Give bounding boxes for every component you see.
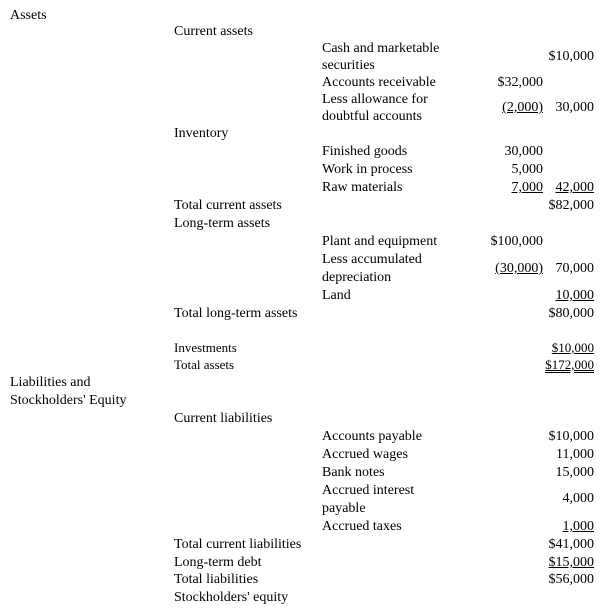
interest-label-1: Accrued interest xyxy=(322,483,415,498)
assets-heading: Assets xyxy=(10,8,47,23)
total-assets-label: Total assets xyxy=(174,357,235,372)
raw-label: Raw materials xyxy=(322,180,403,195)
ar-net: 30,000 xyxy=(555,100,594,115)
raw-amount: 7,000 xyxy=(511,180,543,195)
current-assets-label: Current assets xyxy=(174,24,253,39)
plant-net: 70,000 xyxy=(555,261,594,276)
liabilities-heading-1: Liabilities and xyxy=(10,375,91,390)
interest-label-2: payable xyxy=(322,501,366,516)
cash-total: $10,000 xyxy=(548,49,594,64)
depr-label-2: depreciation xyxy=(322,270,392,285)
ar-label: Accounts receivable xyxy=(322,75,436,90)
wages-label: Accrued wages xyxy=(322,447,408,462)
total-long-term-amount: $80,000 xyxy=(548,306,594,321)
taxes-amount: 1,000 xyxy=(562,519,594,534)
total-current-assets-label: Total current assets xyxy=(174,198,282,213)
depr-amount: (30,000) xyxy=(495,261,543,276)
total-long-term-label: Total long-term assets xyxy=(174,306,298,321)
interest-amount: 4,000 xyxy=(562,491,594,506)
allowance-amount: (2,000) xyxy=(502,100,543,115)
depr-label-1: Less accumulated xyxy=(322,252,422,267)
total-assets-amount: $172,000 xyxy=(545,357,594,372)
land-label: Land xyxy=(322,288,351,303)
ap-amount: $10,000 xyxy=(548,429,594,444)
allowance-label-2: doubtful accounts xyxy=(322,109,422,124)
taxes-label: Accrued taxes xyxy=(322,519,402,534)
long-term-assets-label: Long-term assets xyxy=(174,216,271,231)
investments-amount: $10,000 xyxy=(551,340,594,355)
total-liabilities-amount: $56,000 xyxy=(548,572,594,587)
notes-label: Bank notes xyxy=(322,465,385,480)
wip-amount: 5,000 xyxy=(511,162,543,177)
liabilities-heading-2: Stockholders' Equity xyxy=(10,393,127,408)
plant-amount: $100,000 xyxy=(490,234,543,249)
long-term-debt-label: Long-term debt xyxy=(174,555,262,570)
finished-goods-label: Finished goods xyxy=(322,144,408,159)
current-liabilities-label: Current liabilities xyxy=(174,411,273,426)
ap-label: Accounts payable xyxy=(322,429,422,444)
land-amount: 10,000 xyxy=(555,288,594,303)
wages-amount: 11,000 xyxy=(556,447,594,462)
stockholders-equity-label: Stockholders' equity xyxy=(174,590,289,605)
long-term-debt-amount: $15,000 xyxy=(548,555,594,570)
total-current-liabilities-amount: $41,000 xyxy=(548,537,594,552)
ar-amount: $32,000 xyxy=(497,75,543,90)
plant-label: Plant and equipment xyxy=(322,234,438,249)
cash-label-1: Cash and marketable xyxy=(322,41,440,56)
investments-label: Investments xyxy=(174,340,237,355)
allowance-label-1: Less allowance for xyxy=(322,92,428,107)
total-current-assets-amount: $82,000 xyxy=(548,198,594,213)
total-liabilities-label: Total liabilities xyxy=(174,572,259,587)
inventory-label: Inventory xyxy=(174,126,229,141)
inventory-total: 42,000 xyxy=(555,180,594,195)
cash-label-2: securities xyxy=(322,58,375,73)
notes-amount: 15,000 xyxy=(555,465,594,480)
total-current-liabilities-label: Total current liabilities xyxy=(174,537,302,552)
wip-label: Work in process xyxy=(322,162,413,177)
finished-goods-amount: 30,000 xyxy=(504,144,543,159)
